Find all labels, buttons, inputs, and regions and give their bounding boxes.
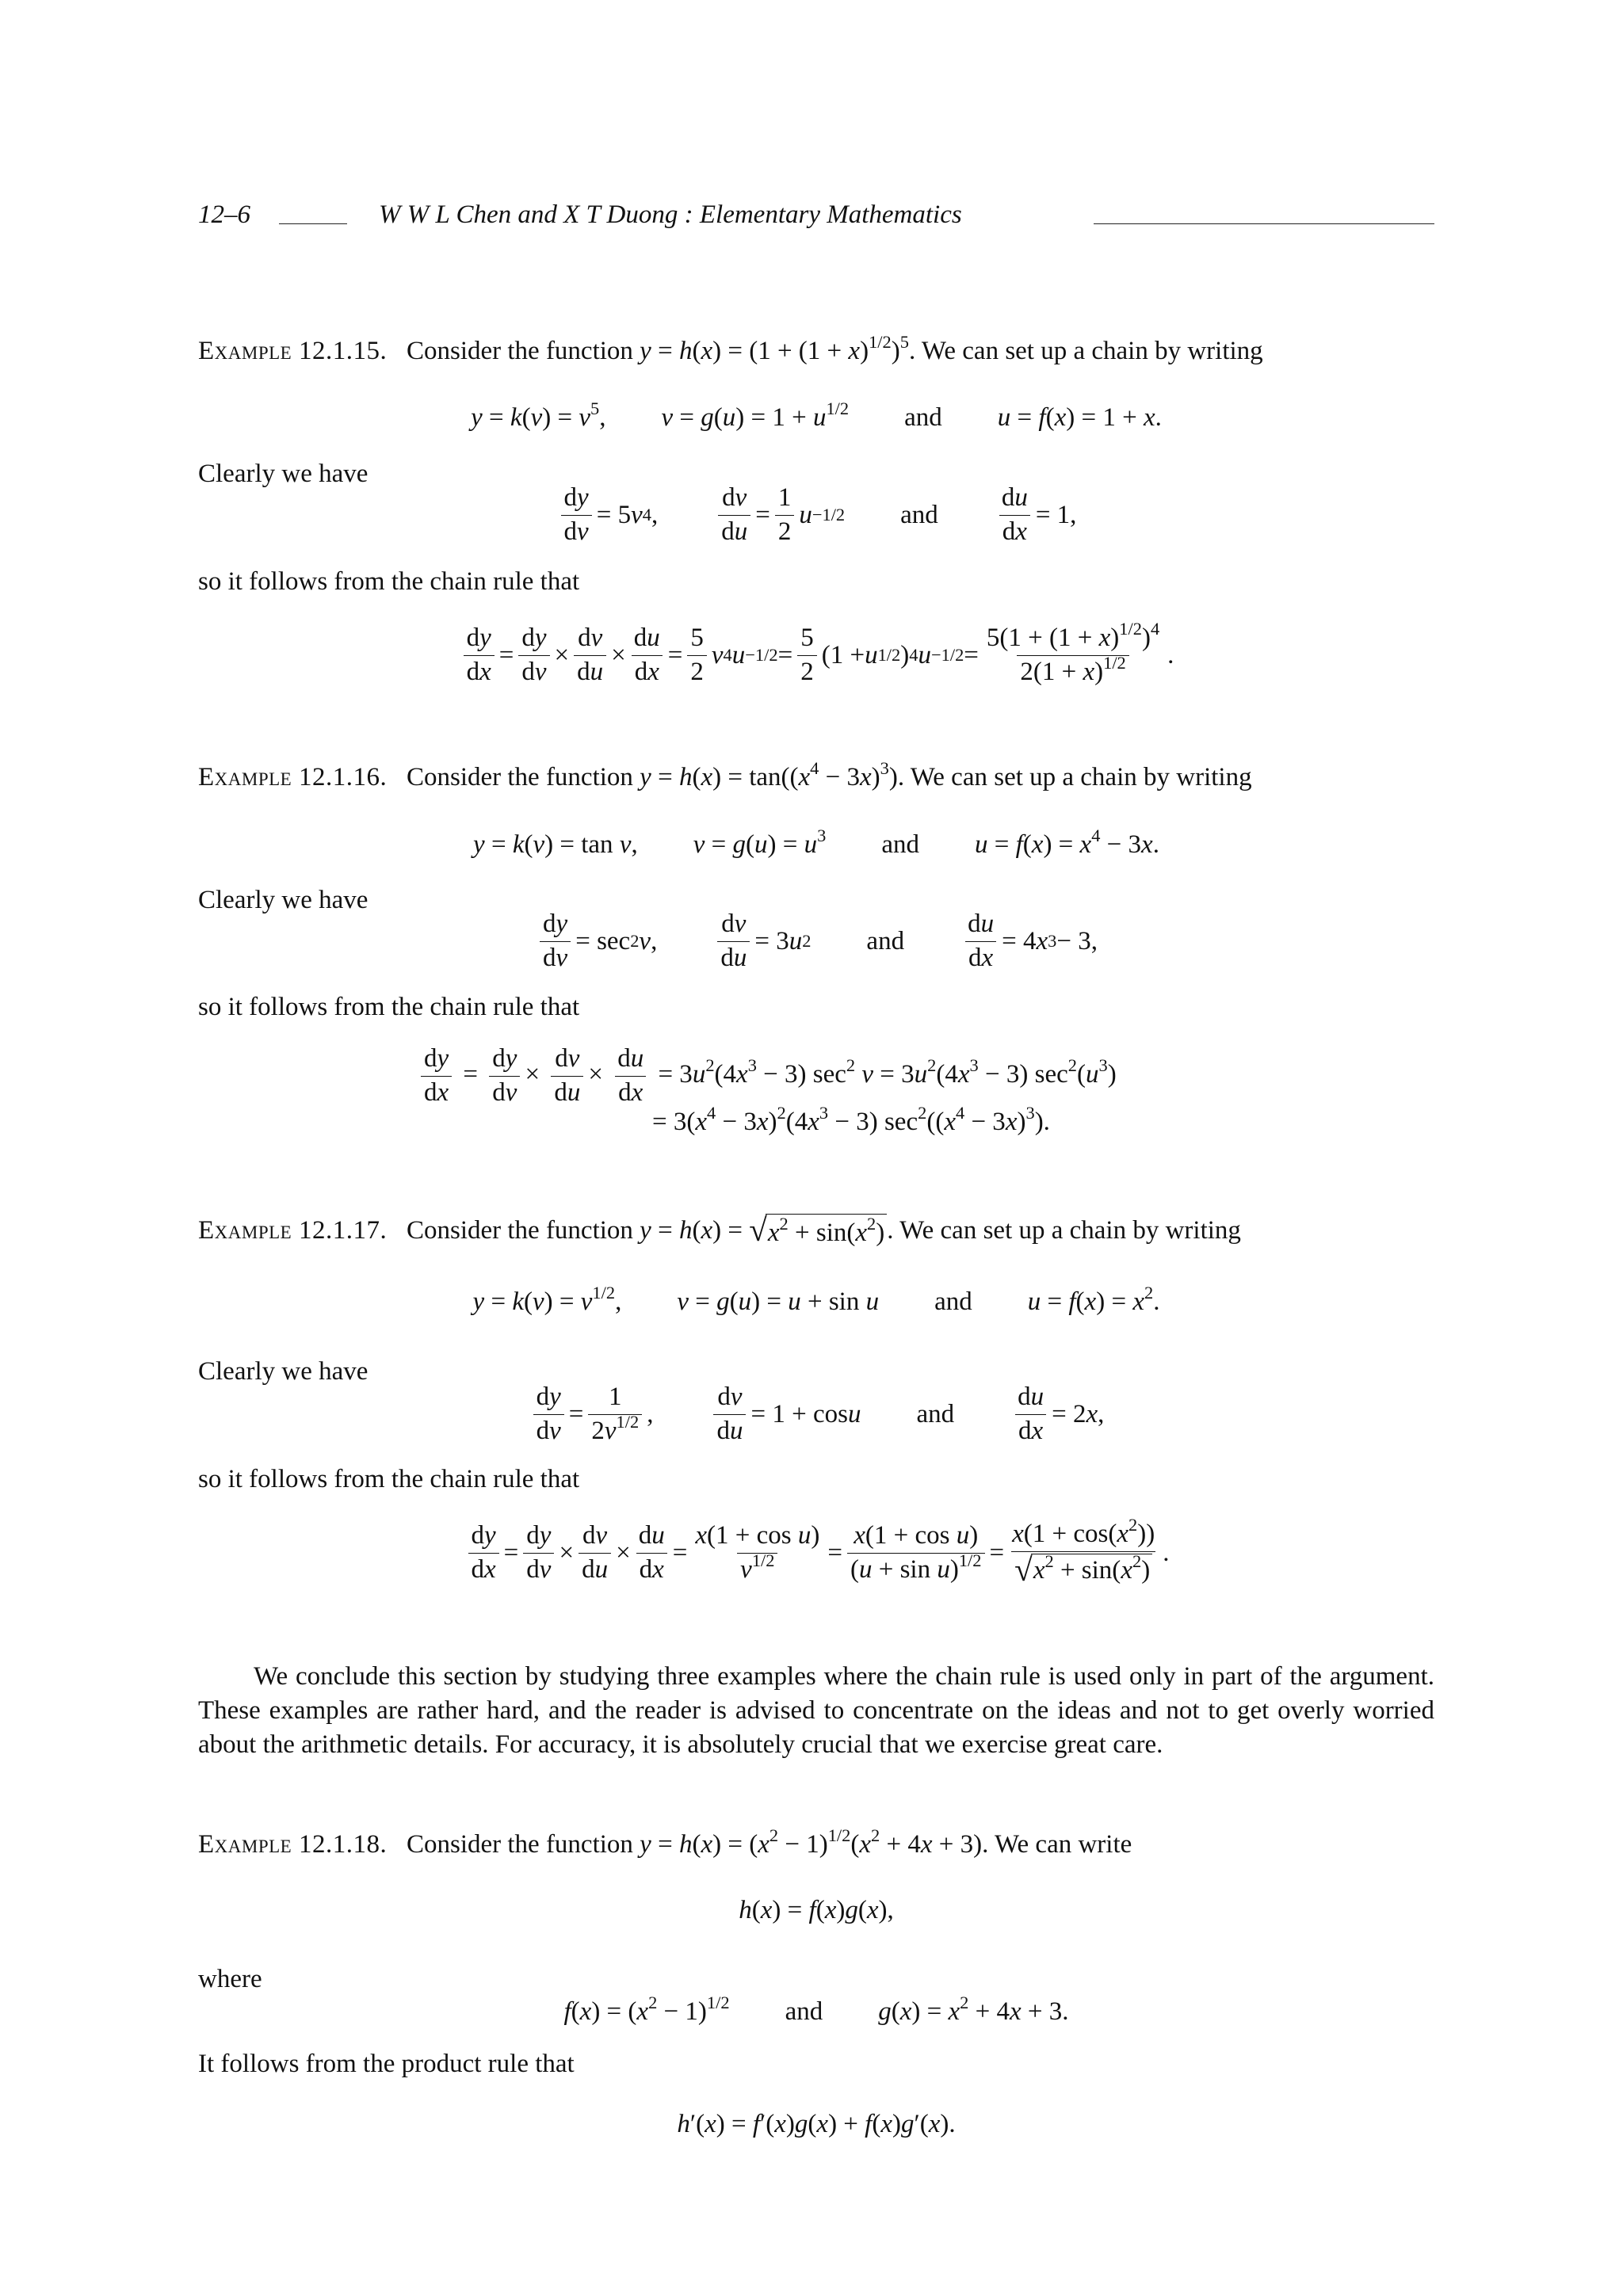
derivatives-17: $\frac{dy}{dv}$ = $\frac{1}{2v^{1/2}}$ , $\frac{dv}{du}$ = 1 + cos u and $\frac{du}{dx}$ = 2 x , bbox=[198, 1383, 1434, 1447]
so-17: so it follows from the chain rule that bbox=[198, 1465, 580, 1493]
chain-16: y = k(v) = tan v, $v = g(u) = u^3$ and $u = f(x) = x^4 - 3x$. bbox=[198, 828, 1434, 862]
example-12-1-18-intro: Example 12.1.18. Consider the function $y = h(x) = (x^2 - 1)^{1/2}(x^2 + 4x + 3)$. We can write bbox=[198, 1825, 1132, 1859]
and-word: and bbox=[904, 403, 942, 432]
example-label: Example 12.1.17. bbox=[198, 1216, 388, 1245]
example-12-1-15-intro: Example 12.1.15. Consider the function $y = h(x) = (1 + (1 + x)^{1/2})^5$. We can set up a chain by writing bbox=[198, 332, 1263, 365]
example-label: Example 12.1.15. bbox=[198, 337, 388, 365]
clearly-16: Clearly we have bbox=[198, 886, 369, 914]
product-form-18: h(x) = f(x)g(x), bbox=[739, 1896, 894, 1924]
running-title: W W L Chen and X T Duong : Elementary Mathematics bbox=[379, 200, 962, 229]
so-16: so it follows from the chain rule that bbox=[198, 993, 580, 1021]
example-12-1-17-intro: Example 12.1.17. Consider the function y = h(x) = √ $x^2 + \sin(x^2)$ . We can set up a chain by writing bbox=[198, 1214, 1434, 1250]
chain-rule-16: $\frac{dy}{dx}$ = $\frac{dy}{dv}$ × $\frac{dv}{du}$ × $\frac{du}{dx}$ = $3u^2(4x^3 - 3)$ $\sec^2 v = 3u^2(4x^3 - 3)$ $\sec^2(u^3)$ = $3(x^4 - 3x)^2(4x^3 - 3) \sec^2((x^4 - 3x)^3)$. bbox=[416, 1044, 1117, 1139]
factors-18: $f(x) = (x^2 - 1)^{1/2}$ and $g(x) = x^2 + 4x + 3$. bbox=[198, 1995, 1434, 2029]
where-18: where bbox=[198, 1965, 262, 1993]
product-rule-formula-18: h′(x) = f′(x)g(x) + f(x)g′(x). bbox=[677, 2110, 956, 2138]
and-word: and bbox=[916, 1399, 955, 1428]
and-word: and bbox=[881, 830, 919, 859]
so-15: so it follows from the chain rule that bbox=[198, 567, 580, 596]
chain-17: $y = k(v) = v^{1/2}$, v = g(u) = u + sin u and $u = f(x) = x^2$. bbox=[198, 1285, 1434, 1319]
header-rule-left bbox=[279, 223, 347, 224]
clearly-17: Clearly we have bbox=[198, 1357, 369, 1386]
example-label: Example 12.1.16. bbox=[198, 763, 388, 791]
conclusion-paragraph: We conclude this section by studying three examples where the chain rule is used only in part of the argument. These examples are rather hard, and the reader is advised to concentrate on the ideas and not to get overly worried about the arithmetic details. For accuracy, it is absolutely crucial that we exercise great care. bbox=[198, 1662, 1434, 1759]
example-label: Example 12.1.18. bbox=[198, 1830, 388, 1859]
chain-15: $y = k(v) = v^5$, $v = g(u) = 1 + u^{1/2}$ and u = f(x) = 1 + x. bbox=[198, 401, 1434, 435]
product-rule-18: It follows from the product rule that bbox=[198, 2050, 575, 2078]
derivatives-16: $\frac{dy}{dv}$ = sec 2 v , $\frac{dv}{du}$ = 3 u 2 and $\frac{du}{dx}$ = 4 x 3 − 3, bbox=[198, 910, 1434, 974]
chain-rule-15: $\frac{dy}{dx}$ = $\frac{dy}{dv}$ × $\frac{dv}{du}$ × $\frac{du}{dx}$ = $\frac{5}{2}$ v 4 u −1/2 = $\frac{5}{2}$ (1 + u 1/2 ) 4 u −1/2 = $\frac{5(1 + (1 + x)^{1/2})^4}{2(1 + x)^{1/2}}$ . bbox=[198, 624, 1434, 688]
example-12-1-16-intro: Example 12.1.16. Consider the function $y = h(x) = \tan((x^4 - 3x)^3)$. We can set up a chain by writing bbox=[198, 758, 1252, 791]
running-header bbox=[198, 198, 1434, 230]
clearly-15: Clearly we have bbox=[198, 460, 369, 488]
header-rule-right bbox=[1094, 223, 1434, 224]
derivatives-15: $\frac{dy}{dv}$ = 5 v 4 , $\frac{dv}{du}$ = $\frac{1}{2}$ u −1/2 and $\frac{du}{dx}$ = 1, bbox=[198, 483, 1434, 547]
and-word: and bbox=[934, 1287, 972, 1316]
and-word: and bbox=[900, 500, 938, 529]
page-number: 12–6 bbox=[198, 200, 250, 229]
chain-rule-17: $\frac{dy}{dx}$ = $\frac{dy}{dv}$ × $\frac{dv}{du}$ × $\frac{du}{dx}$ = $\frac{\text{x(1 + cos u)}}{v^{1/2}}$ = $\frac{\text{x(1 + cos u)}}{(u + \sin u)^{1/2}}$ = $x(1 + \cos(x^2))$ √ $x^2 + \sin(x^2)$ . bbox=[198, 1520, 1434, 1586]
and-word: and bbox=[866, 926, 905, 955]
and-word: and bbox=[785, 1997, 823, 2026]
